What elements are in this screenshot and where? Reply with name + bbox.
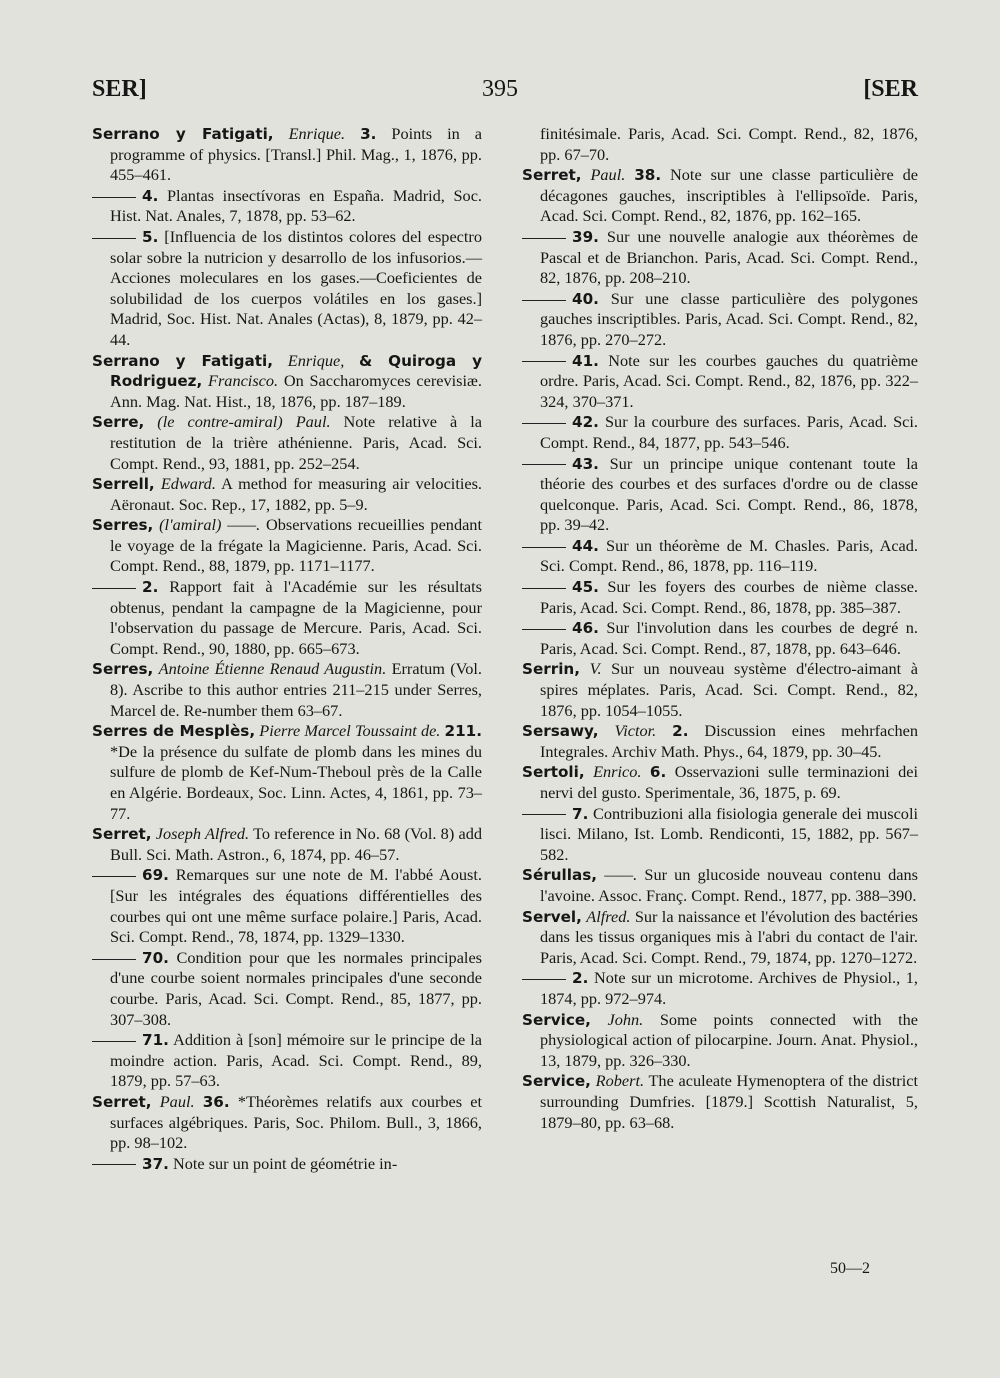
bibliography-entry: [92, 474, 482, 515]
bibliography-entry: [522, 124, 918, 165]
entry-continuation: finitésimale. Paris, Acad. Sci. Compt. Rend., 82, 1876, pp. 67–70.: [540, 124, 918, 164]
author-surname: Serret,: [522, 166, 582, 185]
entry-text: Points in a programme of physics. [Transl.] Phil. Mag., 1, 1876, pp. 455–461.: [110, 124, 482, 185]
entry-number: 71.: [142, 1031, 169, 1050]
entry-number: 44.: [572, 536, 599, 555]
author-surname: Sérullas,: [522, 866, 598, 885]
author-surname: Serre,: [92, 413, 145, 432]
author-forename: John.: [607, 1009, 644, 1029]
bibliography-entry: [522, 1010, 918, 1072]
bibliography-entry: [522, 536, 918, 577]
entry-number: 2.: [572, 969, 589, 988]
entry-number: 45.: [572, 578, 599, 597]
entry-number: 46.: [572, 619, 599, 638]
author-surname: Serrano y Fatigati,: [92, 125, 274, 143]
entry-text: Remarques sur une note de M. l'abbé Aoust. [Sur les intégrales des équations différentielles des courbes qui ont une même surface polaire.] Paris, Acad. Sci. Compt. Rend., 78, 1874, pp. 1329–1330.: [110, 865, 482, 947]
author-surname: Serres de Mesplès,: [92, 722, 256, 741]
author-forename: (le contre-amiral) Paul.: [157, 412, 331, 432]
bibliography-entry: [522, 577, 918, 618]
ditto-dash: [92, 197, 136, 198]
entry-number: 37.: [142, 1154, 169, 1173]
bibliography-entry: [92, 721, 482, 824]
entry-number: 4.: [142, 186, 159, 205]
coauthor-forename: Francisco.: [208, 371, 279, 391]
right-column: [522, 124, 918, 1133]
author-surname: Serrano y Fatigati,: [92, 351, 274, 370]
entry-number: 36.: [202, 1092, 230, 1111]
ditto-dash: [522, 629, 566, 630]
running-head-right: [SER: [863, 76, 918, 102]
entry-text: Plantas insectívoras en España. Madrid, Soc. Hist. Nat. Anales, 7, 1878, pp. 53–62.: [110, 185, 482, 226]
entry-number: 3.: [360, 125, 377, 143]
entry-number: 2.: [142, 578, 159, 597]
bibliography-entry: [92, 659, 482, 721]
entry-text: Sur un théorème de M. Chasles. Paris, Acad. Sci. Compt. Rend., 86, 1878, pp. 116–119.: [540, 535, 918, 576]
bibliography-entry: [522, 618, 918, 659]
bibliography-entry: [92, 577, 482, 659]
entry-number: 41.: [572, 351, 599, 370]
entry-text: On Saccharomyces cerevisiæ. Ann. Mag. Nat. Hist., 18, 1876, pp. 187–189.: [110, 371, 482, 411]
entry-text: Sur une nouvelle analogie aux théorèmes de Pascal et de Brianchon. Paris, Acad. Sci. Compt. Rend., 82, 1876, pp. 208–210.: [540, 226, 918, 288]
entry-text: Observations recueillies pendant le voyage de la frégate la Magicienne. Paris, Acad. Sci. Compt. Rend., 88, 1879, pp. 1171–1177.: [110, 515, 482, 576]
author-forename: Enrique,: [287, 350, 345, 370]
ditto-dash: [522, 361, 566, 362]
bibliography-entry: [522, 804, 918, 866]
entry-text: Condition pour que les normales principales d'une courbe soient normales principales d'une seconde courbe. Paris, Acad. Sci. Compt. Rend., 85, 1877, pp. 307–308.: [110, 947, 483, 1029]
entry-number: 69.: [142, 866, 169, 885]
bibliography-entry: [92, 186, 482, 227]
bibliography-entry: [92, 865, 482, 947]
entry-text: Sur un principe unique contenant toute la théorie des courbes et des surfaces d'ordre ou de classe quelconque. Paris, Acad. Sci. Compt. Rend., 86, 1878, pp. 39–42.: [540, 453, 918, 535]
author-surname: Serret,: [92, 825, 152, 844]
running-head-left: SER]: [92, 76, 147, 102]
bibliography-entry: [92, 948, 482, 1030]
author-surname: Sersawy,: [522, 722, 599, 741]
entry-text: [Influencia de los distintos colores del espectro solar sobre la nutricion y desarrollo de los infusorios.—Acciones moleculares en los gases.—Coeficientes de solubilidad de los cuerpos volátiles en los gases.] Madrid, Soc. Hist. Nat. Anales (Actas), 8, 1879, pp. 42–44.: [110, 226, 482, 349]
ditto-dash: [522, 547, 566, 548]
coauthor-surname: & Quiroga y Rodriguez,: [110, 351, 482, 391]
entry-number: 6.: [649, 763, 667, 782]
bibliography-entry: [92, 824, 482, 865]
signature-mark: 50—2: [830, 1260, 870, 1277]
author-surname: Serres,: [92, 516, 154, 535]
entry-text: Note sur un microtome. Archives de Physiol., 1, 1874, pp. 972–974.: [540, 968, 919, 1008]
bibliography-entry: [522, 659, 918, 721]
author-surname: Serres,: [92, 660, 154, 679]
entry-text: Contribuzioni alla fisiologia generale dei muscoli lisci. Milano, Ist. Lomb. Rendiconti, 15, 1882, pp. 567–582.: [540, 803, 918, 864]
bibliography-entry: [522, 968, 918, 1009]
entry-text: To reference in No. 68 (Vol. 8) add Bull. Sci. Math. Astron., 6, 1874, pp. 46–57.: [110, 824, 482, 864]
author-surname: Serrin,: [522, 660, 581, 679]
entry-text: Sur un glucoside nouveau contenu dans l'avoine. Assoc. Franç. Compt. Rend., 1877, pp. 388–390.: [540, 865, 919, 905]
entry-number: 38.: [634, 166, 662, 185]
ditto-dash: [522, 423, 566, 424]
bibliography-entry: [92, 351, 482, 413]
left-column: [92, 124, 482, 1174]
page-number: 395: [482, 76, 518, 102]
bibliography-entry: [522, 721, 918, 762]
bibliography-entry: [92, 1030, 482, 1092]
bibliography-entry: [522, 165, 918, 227]
entry-number: 39.: [572, 227, 599, 246]
entry-number: 2.: [672, 722, 689, 741]
entry-text: *De la présence du sulfate de plomb dans les mines du sulfure de plomb de Kef-Num-Theboul près de la Calle en Algérie. Bordeaux, Soc. Linn. Actes, 4, 1861, pp. 73–77.: [110, 741, 482, 823]
ditto-dash: [522, 979, 566, 980]
author-forename: Pierre Marcel Toussaint de.: [259, 721, 441, 741]
ditto-dash: [522, 588, 566, 589]
entry-text: Rapport fait à l'Académie sur les résultats obtenus, pendant la campagne de la Magicienne, pour l'observation du passage de Mercure. Paris, Acad. Sci. Compt. Rend., 90, 1880, pp. 665–673.: [110, 577, 482, 658]
bibliography-entry: [522, 454, 918, 536]
bibliography-entry: [92, 1154, 482, 1175]
entry-text: Some points connected with the physiological action of pilocarpine. Journ. Anat. Physiol., 13, 1879, pp. 326–330.: [540, 1009, 918, 1070]
entry-text: Note sur les courbes gauches du quatrième ordre. Paris, Acad. Sci. Compt. Rend., 82, 1876, pp. 322–324, 370–371.: [540, 350, 919, 411]
entry-number: 5.: [142, 227, 159, 246]
author-forename: Antoine Étienne Renaud Augustin.: [158, 659, 387, 679]
author-forename: Victor.: [614, 721, 657, 741]
entry-text: Sur les foyers des courbes de nième classe. Paris, Acad. Sci. Compt. Rend., 86, 1878, pp. 385–387.: [540, 577, 919, 617]
entry-number: 40.: [572, 289, 599, 308]
entry-text: Sur la courbure des surfaces. Paris, Acad. Sci. Compt. Rend., 84, 1877, pp. 543–546.: [540, 412, 918, 452]
author-forename: (l'amiral) ——.: [159, 515, 261, 535]
author-forename: Alfred.: [586, 906, 631, 926]
ditto-dash: [92, 1164, 136, 1165]
entry-text: Note sur une classe particulière de décagones gauches, inscriptibles à l'ellipsoïde. Paris, Acad. Sci. Compt. Rend., 82, 1876, pp. 162–165.: [540, 165, 918, 226]
ditto-dash: [92, 588, 136, 589]
entry-text: Note sur un point de géométrie in-: [172, 1153, 398, 1173]
entry-number: 70.: [142, 948, 169, 967]
entry-text: Note relative à la restitution de la trière athénienne. Paris, Acad. Sci. Compt. Rend., 93, 1881, pp. 252–254.: [110, 412, 482, 473]
bibliography-entry: [522, 907, 918, 969]
entry-text: Sur l'involution dans les courbes de degré n. Paris, Acad. Sci. Compt. Rend., 87, 1878, pp. 643–646.: [540, 618, 918, 658]
bibliography-entry: [522, 351, 918, 413]
bibliography-entry: [522, 865, 918, 906]
author-forename: Paul.: [590, 165, 626, 185]
bibliography-entry: [92, 227, 482, 351]
bibliography-entry: [92, 124, 482, 186]
bibliography-entry: [92, 515, 482, 577]
bibliography-entry: [522, 289, 918, 351]
author-surname: Serret,: [92, 1092, 152, 1111]
author-forename: Joseph Alfred.: [155, 824, 250, 844]
entry-number: 211.: [444, 722, 483, 741]
ditto-dash: [522, 464, 566, 465]
entry-text: Sur une classe particulière des polygones gauches inscriptibles. Paris, Acad. Sci. Compt. Rend., 82, 1876, pp. 270–272.: [540, 288, 918, 349]
ditto-dash: [522, 238, 566, 239]
entry-text: Discussion eines mehrfachen Integrales. Archiv Math. Phys., 64, 1879, pp. 30–45.: [540, 721, 918, 761]
entry-number: 42.: [572, 413, 599, 432]
author-surname: Service,: [522, 1072, 591, 1091]
author-surname: Servel,: [522, 907, 582, 926]
ditto-dash: [92, 876, 136, 877]
entry-number: 7.: [572, 804, 589, 823]
ditto-dash: [92, 1041, 136, 1042]
bibliography-entry: [92, 412, 482, 474]
ditto-dash: [522, 300, 566, 301]
entry-text: Erratum (Vol. 8). Ascribe to this author entries 211–215 under Serres, Marcel de. Re-number them 63–67.: [110, 659, 483, 720]
entry-text: Osservazioni sulle terminazioni dei nervi del gusto. Sperimentale, 36, 1875, p. 69.: [540, 762, 918, 802]
ditto-dash: [92, 238, 136, 239]
author-forename: V.: [589, 659, 602, 679]
author-forename: Enrico.: [593, 762, 642, 782]
author-surname: Serrell,: [92, 475, 155, 494]
entry-number: 43.: [572, 454, 599, 473]
author-forename: ——.: [604, 865, 638, 885]
author-forename: Robert.: [595, 1071, 645, 1091]
ditto-dash: [522, 814, 566, 815]
entry-text: *Théorèmes relatifs aux courbes et surfaces algébriques. Paris, Soc. Philom. Bull., 3, 1866, pp. 98–102.: [110, 1091, 483, 1153]
entry-text: The aculeate Hymenoptera of the district surrounding Dumfries. [1879.] Scottish Naturalist, 5, 1879–80, pp. 63–68.: [540, 1071, 919, 1132]
author-forename: Paul.: [159, 1091, 195, 1111]
author-surname: Service,: [522, 1010, 591, 1029]
entry-text: A method for measuring air velocities. Aëronaut. Soc. Rep., 17, 1882, pp. 5–9.: [110, 474, 483, 514]
author-forename: Edward.: [160, 474, 216, 494]
bibliography-entry: [92, 1092, 482, 1154]
entry-text: Addition à [son] mémoire sur le principe de la moindre action. Paris, Acad. Sci. Compt. Rend., 89, 1879, pp. 57–63.: [110, 1030, 482, 1091]
author-surname: Sertoli,: [522, 763, 585, 782]
bibliography-entry: [522, 227, 918, 289]
bibliography-entry: [522, 1071, 918, 1133]
bibliography-entry: [522, 762, 918, 803]
bibliography-entry: [522, 412, 918, 453]
entry-text: Sur la naissance et l'évolution des bactéries dans les tissus organiques mis à l'abri du contact de l'air. Paris, Acad. Sci. Compt. Rend., 79, 1874, pp. 1270–1272.: [540, 906, 919, 967]
ditto-dash: [92, 959, 136, 960]
entry-text: Sur un nouveau système d'électro-aimant à spires méplates. Paris, Acad. Sci. Compt. Rend., 82, 1876, pp. 1054–1055.: [540, 659, 918, 720]
author-forename: Enrique.: [288, 124, 346, 143]
